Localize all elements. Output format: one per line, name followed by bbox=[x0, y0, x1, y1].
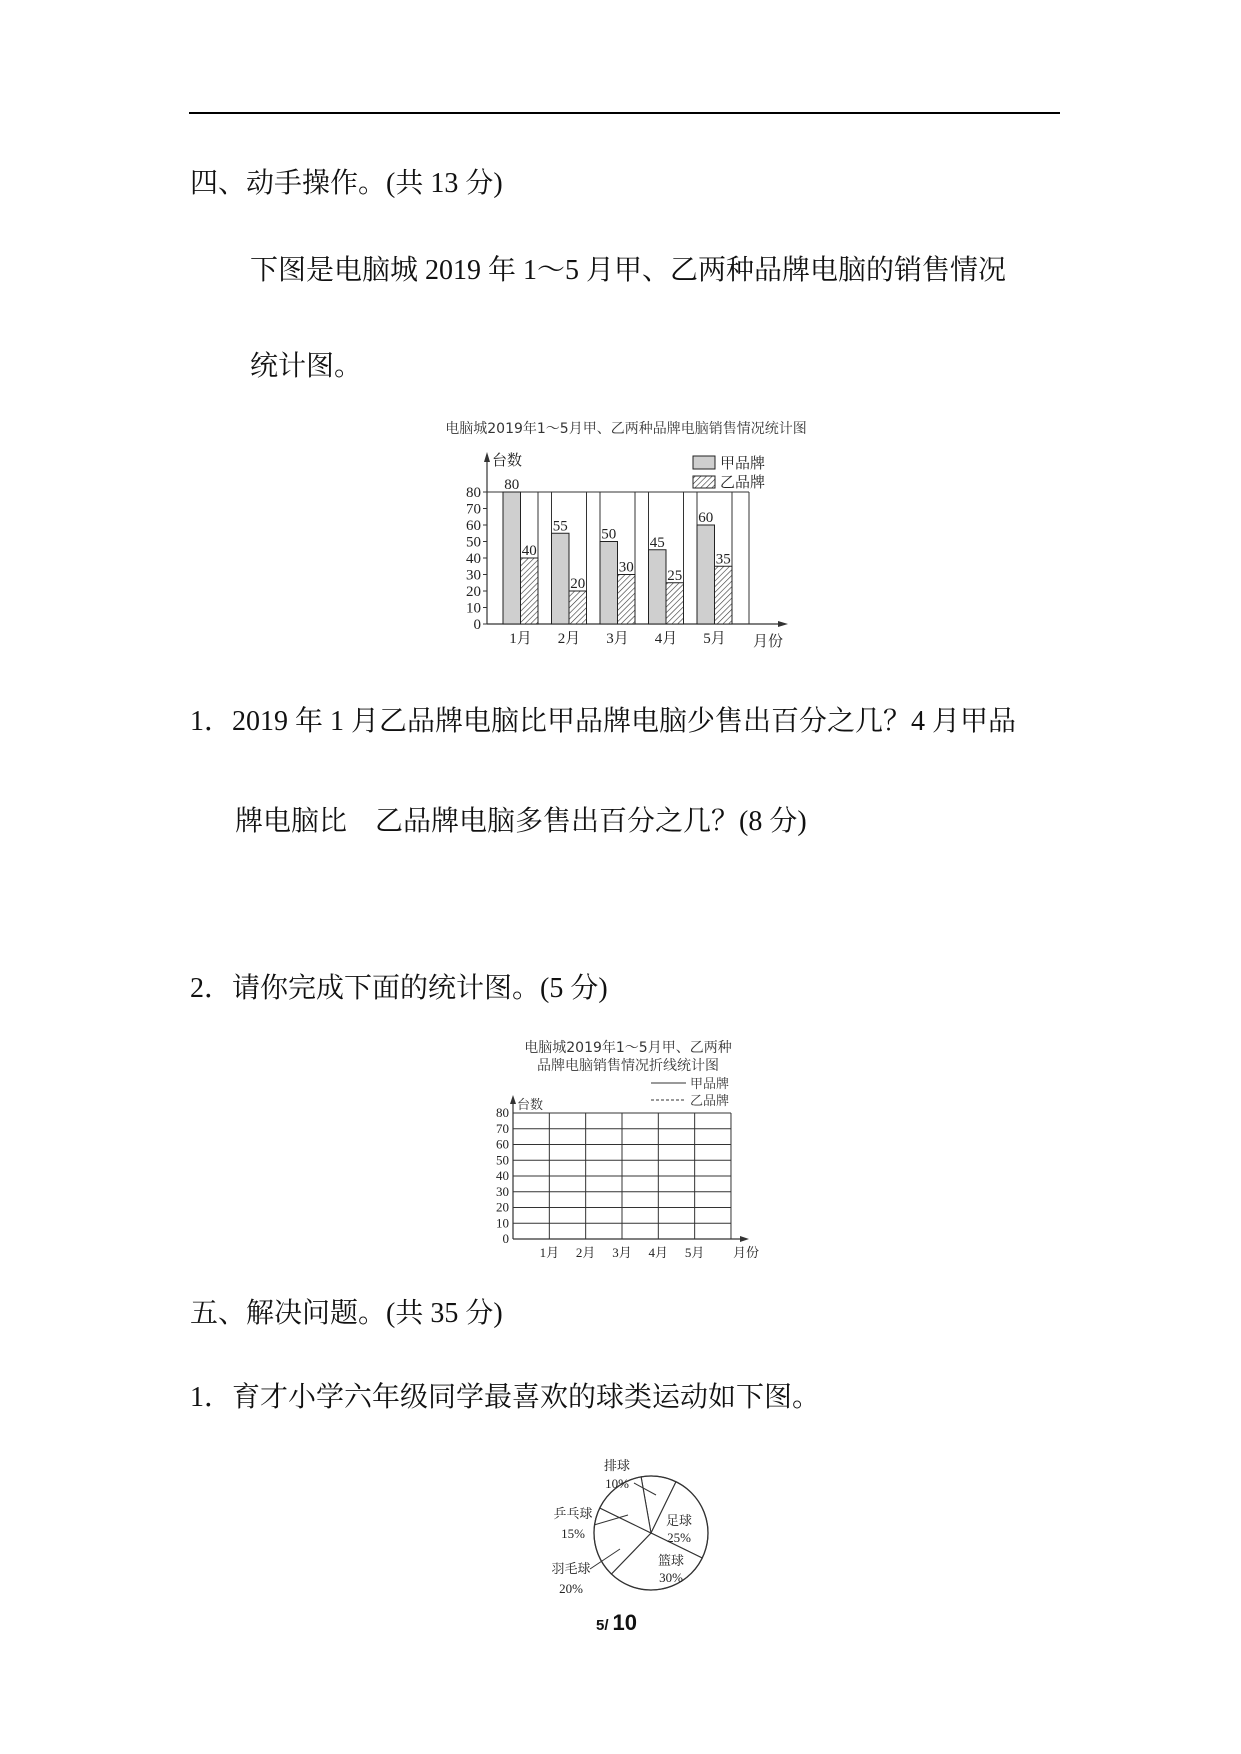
y-tick-label: 20 bbox=[466, 584, 481, 600]
x-tick-label: 3月 bbox=[606, 631, 629, 647]
bar-yi bbox=[666, 583, 684, 624]
legend-label-jia: 甲品牌 bbox=[690, 1077, 730, 1092]
y-tick-label: 50 bbox=[496, 1152, 509, 1168]
y-axis-label: 台数 bbox=[517, 1098, 544, 1113]
bar-yi-value-label: 40 bbox=[521, 543, 537, 559]
pie-slice-percent: 10% bbox=[605, 1476, 629, 1491]
y-tick-label: 0 bbox=[473, 617, 481, 633]
x-tick-label: 1月 bbox=[509, 631, 532, 647]
bar-jia-value-label: 45 bbox=[649, 534, 665, 551]
y-tick-label: 70 bbox=[496, 1120, 509, 1136]
x-tick-label: 2月 bbox=[557, 631, 581, 647]
x-axis-arrow bbox=[740, 1236, 749, 1242]
pie-slice-label: 篮球 bbox=[657, 1553, 685, 1568]
section5-question-1: 1．育才小学六年级同学最喜欢的球类运动如下图。 bbox=[190, 1382, 821, 1413]
y-tick-label: 30 bbox=[466, 567, 481, 584]
y-tick-label: 0 bbox=[502, 1231, 509, 1246]
question-2: 2．请你完成下面的统计图。(5 分) bbox=[190, 973, 608, 1004]
x-tick-label: 2月 bbox=[575, 1245, 596, 1260]
legend-label-yi: 乙品牌 bbox=[720, 475, 766, 491]
y-tick-label: 40 bbox=[496, 1168, 509, 1183]
bar-yi bbox=[618, 575, 636, 625]
y-tick-label: 20 bbox=[496, 1199, 509, 1215]
x-axis-arrow bbox=[778, 621, 788, 627]
y-tick-label: 50 bbox=[466, 534, 481, 551]
pie-slice-label: 羽毛球 bbox=[551, 1561, 591, 1576]
pie-slice-percent: 30% bbox=[659, 1570, 683, 1585]
y-axis-label: 台数 bbox=[492, 453, 523, 469]
y-tick-label: 80 bbox=[496, 1105, 509, 1120]
page-current: 5/ bbox=[596, 1617, 609, 1634]
bar-jia-value-label: 55 bbox=[552, 518, 568, 535]
y-tick-label: 30 bbox=[496, 1183, 509, 1199]
y-axis-arrow bbox=[484, 452, 490, 462]
bar-yi-value-label: 35 bbox=[715, 551, 731, 568]
page-number bbox=[596, 1610, 666, 1636]
y-tick-label: 10 bbox=[466, 600, 481, 617]
y-tick-label: 80 bbox=[466, 485, 481, 501]
pie-slice-percent: 15% bbox=[561, 1526, 585, 1541]
bar-jia bbox=[600, 542, 618, 625]
x-tick-label: 5月 bbox=[703, 631, 726, 647]
question-1-line1: 1．2019 年 1 月乙品牌电脑比甲品牌电脑少售出百分之几？4 月甲品 bbox=[190, 706, 1017, 737]
section4-intro-line2: 统计图。 bbox=[250, 351, 363, 382]
page-total: 10 bbox=[612, 1610, 637, 1635]
x-tick-label: 4月 bbox=[654, 631, 678, 647]
section4-heading: 四、动手操作。(共 13 分) bbox=[190, 168, 503, 199]
pie-slice-percent: 25% bbox=[667, 1530, 691, 1545]
section5-heading: 五、解决问题。(共 35 分) bbox=[190, 1298, 503, 1329]
bar-yi bbox=[569, 591, 587, 624]
y-tick-label: 70 bbox=[466, 501, 481, 518]
pie-slice-label: 乒乓球 bbox=[553, 1506, 593, 1521]
pie-slice-label: 足球 bbox=[665, 1513, 693, 1528]
bar-yi bbox=[521, 558, 539, 624]
bar-jia bbox=[649, 550, 667, 624]
pie-chart bbox=[540, 1445, 770, 1607]
chart-title-line1: 电脑城2019年1～5月甲、乙两种 bbox=[524, 1040, 732, 1056]
bar-yi-value-label: 25 bbox=[667, 567, 683, 584]
bar-yi-value-label: 30 bbox=[618, 559, 634, 576]
bar-jia bbox=[503, 492, 521, 624]
y-axis-arrow bbox=[510, 1095, 516, 1104]
y-tick-label: 40 bbox=[466, 551, 481, 567]
x-axis-label: 月份 bbox=[752, 634, 784, 650]
bar-jia bbox=[697, 525, 715, 624]
bar-jia-value-label: 80 bbox=[504, 477, 520, 493]
pie-slice-percent: 20% bbox=[559, 1581, 583, 1596]
bar-jia-value-label: 60 bbox=[698, 510, 714, 526]
bar-jia-value-label: 50 bbox=[601, 526, 617, 543]
bar-chart bbox=[370, 405, 890, 655]
question-1-line2: 牌电脑比 乙品牌电脑多售出百分之几？(8 分) bbox=[235, 806, 807, 837]
header-rule bbox=[189, 112, 1060, 114]
bar-yi-value-label: 20 bbox=[570, 576, 586, 592]
chart-title: 电脑城2019年1～5月甲、乙两种品牌电脑销售情况统计图 bbox=[445, 421, 807, 437]
x-tick-label: 5月 bbox=[684, 1245, 705, 1260]
legend-label-jia: 甲品牌 bbox=[720, 456, 766, 472]
bar-jia bbox=[552, 533, 570, 624]
legend-swatch-yi bbox=[693, 476, 715, 488]
x-tick-label: 1月 bbox=[539, 1245, 560, 1260]
legend-swatch-jia bbox=[693, 456, 715, 469]
legend-label-yi: 乙品牌 bbox=[690, 1094, 730, 1109]
blank-line-chart bbox=[440, 1030, 800, 1265]
chart-title-line2: 品牌电脑销售情况折线统计图 bbox=[537, 1058, 719, 1074]
x-tick-label: 3月 bbox=[612, 1245, 632, 1260]
pie-slice-label: 排球 bbox=[603, 1458, 631, 1473]
bar-yi bbox=[715, 566, 733, 624]
x-tick-label: 4月 bbox=[648, 1245, 669, 1260]
section4-intro-line1: 下图是电脑城 2019 年 1～5 月甲、乙两种品牌电脑的销售情况 bbox=[250, 255, 1007, 286]
y-tick-label: 10 bbox=[496, 1215, 509, 1231]
x-axis-label: 月份 bbox=[732, 1245, 760, 1260]
y-tick-label: 60 bbox=[466, 518, 481, 534]
y-tick-label: 60 bbox=[496, 1136, 509, 1152]
